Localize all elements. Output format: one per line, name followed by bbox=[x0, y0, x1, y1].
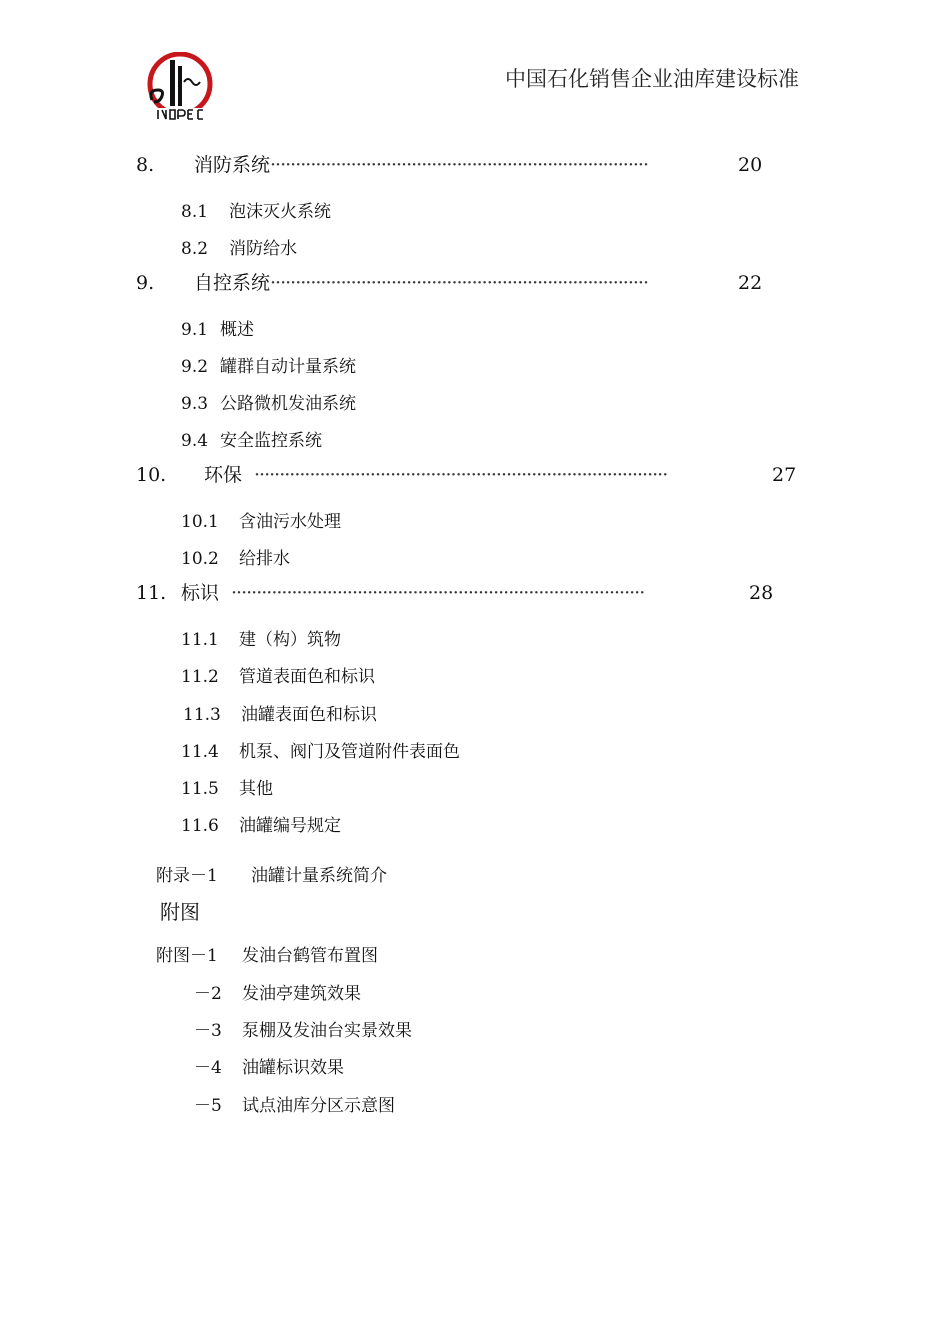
figure-title: 油罐标识效果 bbox=[242, 1058, 344, 1078]
sinopec-logo bbox=[146, 52, 214, 122]
toc-entry-10[interactable] bbox=[136, 460, 796, 488]
toc-entry-title: 自控系统 bbox=[194, 272, 271, 294]
toc-subentry-10-1[interactable] bbox=[181, 507, 341, 532]
document-title: 中国石化销售企业油库建设标准 bbox=[505, 67, 799, 91]
toc-subentry-11-4[interactable] bbox=[181, 737, 460, 762]
toc-entry-number: 9. bbox=[136, 272, 155, 294]
toc-entry-title: 其他 bbox=[239, 779, 273, 799]
toc-subentry-11-2[interactable] bbox=[181, 662, 375, 687]
toc-entry-title: 安全监控系统 bbox=[220, 431, 322, 451]
figure-label: －3 bbox=[194, 1021, 222, 1041]
figure-title: 发油台鹤管布置图 bbox=[242, 946, 378, 966]
toc-entry-title: 标识 bbox=[181, 582, 220, 604]
toc-leader-dots: ··········································································· bbox=[270, 272, 648, 294]
toc-entry-number: 8.2 bbox=[181, 239, 209, 259]
figure-title: 发油亭建筑效果 bbox=[242, 984, 361, 1004]
toc-subentry-9-4[interactable] bbox=[181, 426, 322, 451]
toc-subentry-8-1[interactable] bbox=[181, 197, 331, 222]
toc-entry-number: 11.1 bbox=[181, 630, 219, 650]
appendix-title: 油罐计量系统简介 bbox=[251, 866, 387, 886]
toc-entry-title: 含油污水处理 bbox=[239, 512, 341, 532]
toc-entry-title: 管道表面色和标识 bbox=[239, 667, 375, 687]
toc-entry-title: 泡沫灭火系统 bbox=[229, 202, 331, 222]
figure-entry-2[interactable] bbox=[194, 979, 361, 1004]
toc-entry-number: 11.2 bbox=[181, 667, 219, 687]
toc-entry-title: 给排水 bbox=[239, 549, 290, 569]
toc-leader-dots: ·················································································· bbox=[254, 464, 668, 486]
toc-entry-page: 22 bbox=[738, 272, 763, 294]
toc-entry-title: 机泵、阀门及管道附件表面色 bbox=[239, 742, 460, 762]
figure-title: 泵棚及发油台实景效果 bbox=[242, 1021, 412, 1041]
toc-entry-number: 10.1 bbox=[181, 512, 219, 532]
toc-entry-page: 28 bbox=[749, 582, 774, 604]
figure-label: －5 bbox=[194, 1096, 222, 1116]
toc-leader-dots: ·················································································· bbox=[231, 582, 645, 604]
toc-entry-number: 11.3 bbox=[183, 705, 221, 725]
toc-entry-title: 消防给水 bbox=[229, 239, 297, 259]
figure-title: 试点油库分区示意图 bbox=[242, 1096, 395, 1116]
toc-entry-title: 环保 bbox=[204, 464, 243, 486]
toc-subentry-10-2[interactable] bbox=[181, 544, 290, 569]
figure-label: －4 bbox=[194, 1058, 222, 1078]
figure-entry-3[interactable] bbox=[194, 1016, 412, 1041]
toc-entry-number: 11. bbox=[136, 582, 167, 604]
toc-entry-title: 公路微机发油系统 bbox=[220, 394, 356, 414]
toc-entry-11[interactable] bbox=[136, 578, 773, 606]
toc-entry-number: 11.4 bbox=[181, 742, 219, 762]
toc-entry-9[interactable] bbox=[136, 268, 762, 296]
toc-entry-number: 9.4 bbox=[181, 431, 209, 451]
toc-entry-page: 20 bbox=[738, 154, 763, 176]
toc-entry-title: 消防系统 bbox=[194, 154, 271, 176]
toc-entry-title: 建（构）筑物 bbox=[239, 630, 341, 650]
toc-entry-number: 8.1 bbox=[181, 202, 209, 222]
toc-leader-dots: ··········································································· bbox=[270, 154, 648, 176]
appendix-entry-1[interactable] bbox=[156, 861, 387, 886]
toc-subentry-9-1[interactable] bbox=[181, 315, 254, 340]
figure-label: 附图－1 bbox=[156, 946, 218, 966]
toc-entry-number: 9.2 bbox=[181, 357, 209, 377]
toc-entry-number: 11.6 bbox=[181, 816, 219, 836]
figure-entry-4[interactable] bbox=[194, 1053, 344, 1078]
toc-entry-page: 27 bbox=[772, 464, 797, 486]
figure-entry-1[interactable] bbox=[156, 941, 378, 966]
figures-heading: 附图 bbox=[160, 900, 200, 924]
toc-entry-title: 油罐编号规定 bbox=[239, 816, 341, 836]
toc-subentry-8-2[interactable] bbox=[181, 234, 297, 259]
appendix-label: 附录－1 bbox=[156, 866, 218, 886]
figure-label: －2 bbox=[194, 984, 222, 1004]
toc-subentry-9-3[interactable] bbox=[181, 389, 356, 414]
toc-subentry-11-1[interactable] bbox=[181, 625, 341, 650]
toc-entry-number: 9.1 bbox=[181, 320, 209, 340]
toc-entry-number: 9.3 bbox=[181, 394, 209, 414]
figure-entry-5[interactable] bbox=[194, 1091, 395, 1116]
toc-entry-number: 8. bbox=[136, 154, 155, 176]
toc-subentry-11-5[interactable] bbox=[181, 774, 273, 799]
toc-subentry-11-6[interactable] bbox=[181, 811, 341, 836]
toc-entry-title: 油罐表面色和标识 bbox=[241, 705, 377, 725]
toc-entry-title: 概述 bbox=[220, 320, 254, 340]
toc-entry-8[interactable] bbox=[136, 150, 762, 178]
toc-entry-number: 10. bbox=[136, 464, 167, 486]
toc-subentry-11-3[interactable] bbox=[183, 700, 377, 725]
toc-entry-number: 11.5 bbox=[181, 779, 219, 799]
toc-entry-number: 10.2 bbox=[181, 549, 219, 569]
toc-subentry-9-2[interactable] bbox=[181, 352, 356, 377]
toc-entry-title: 罐群自动计量系统 bbox=[220, 357, 356, 377]
